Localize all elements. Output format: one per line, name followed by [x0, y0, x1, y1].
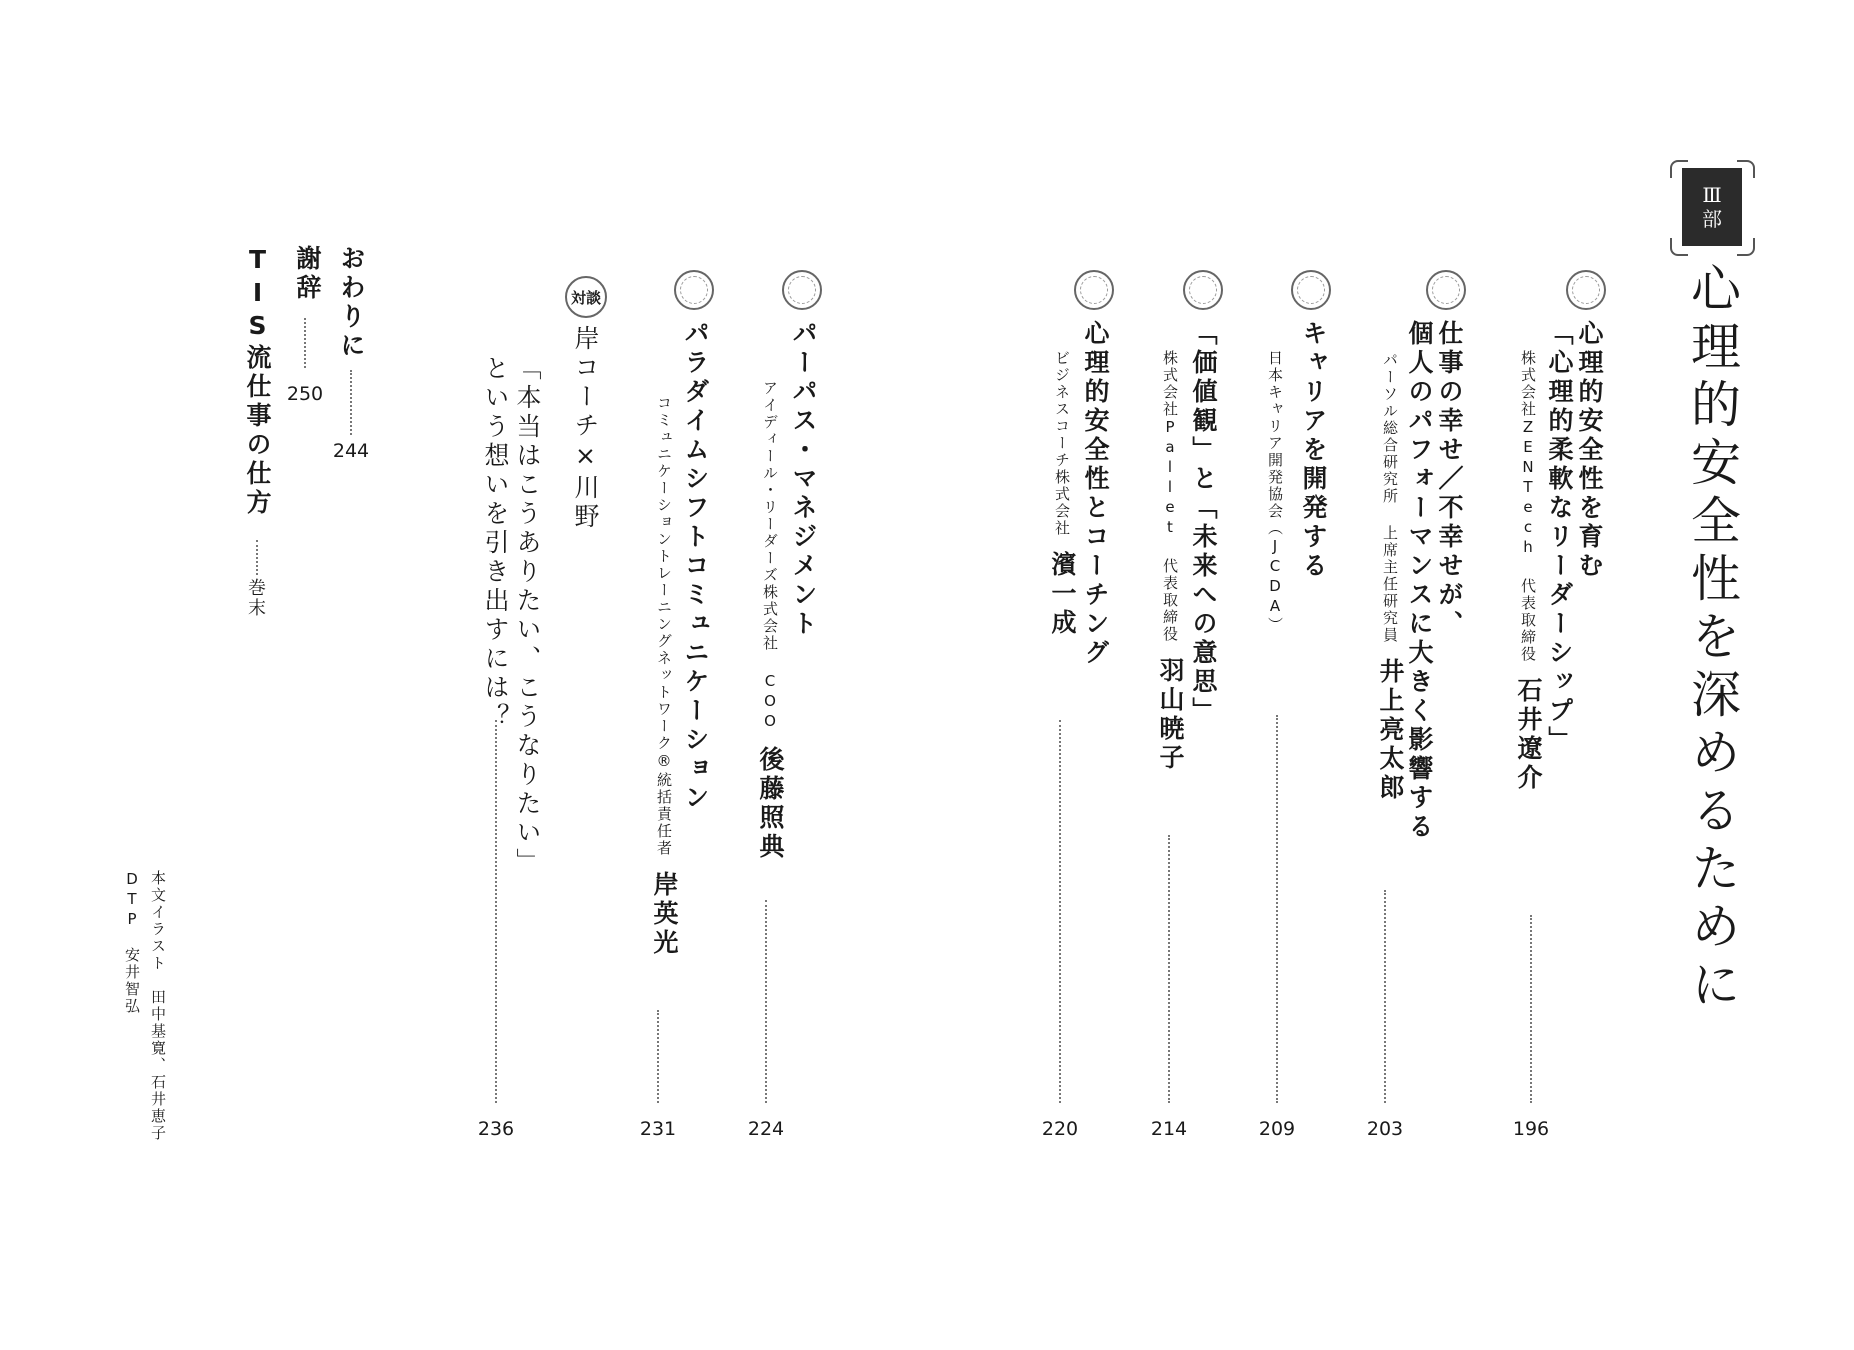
leader-dots — [1168, 835, 1170, 1103]
dialogue-title-line: という想いを引き出すには？ — [481, 355, 510, 732]
flower-ornament-icon — [1183, 270, 1223, 310]
leader-dots — [657, 1010, 659, 1103]
chapter-credit — [752, 380, 788, 862]
leader-dots — [495, 720, 497, 1103]
chapter-affiliation: 株式会社Pallet 代表取締役 — [1161, 350, 1179, 643]
credit-line: DTP 安井智弘 — [123, 870, 141, 1015]
leader-dots — [304, 318, 306, 368]
dialogue-title-line: 「本当はこうありたい、こうなりたい」 — [513, 355, 542, 877]
page-number: 209 — [1258, 1118, 1296, 1140]
chapter-affiliation: 株式会社ZENTech 代表取締役 — [1519, 350, 1537, 663]
page-number: 203 — [1366, 1118, 1404, 1140]
chapter-title-line: 「価値観」と「未来への意思」 — [1189, 320, 1218, 726]
page-number: 196 — [1512, 1118, 1550, 1140]
page-number: 231 — [639, 1118, 677, 1140]
page-number: 巻末 — [245, 578, 266, 618]
chapter-author: 後藤照典 — [756, 746, 785, 862]
chapter-title-line: キャリアを開発する — [1299, 320, 1328, 581]
part-title: 心理的安全性を深めるために — [1683, 262, 1741, 1016]
chapter-author: 濱一成 — [1048, 551, 1077, 638]
chapter-title-line: 個人のパフォーマンスに大きく影響する — [1405, 320, 1434, 842]
flower-ornament-icon — [782, 270, 822, 310]
flower-ornament-icon — [1291, 270, 1331, 310]
flower-ornament-icon — [674, 270, 714, 310]
section-title: 謝辞 — [293, 245, 322, 303]
dialogue-badge: 対談 — [565, 276, 607, 318]
chapter-title-line: パラダイムシフトコミュニケーション — [681, 320, 710, 813]
chapter-credit — [1044, 350, 1080, 638]
chapter-credit — [646, 395, 682, 958]
page-number: 236 — [477, 1118, 515, 1140]
leader-dots — [256, 540, 258, 575]
page-number: 244 — [332, 440, 370, 462]
chapter-title-line: パーパス・マネジメント — [789, 320, 818, 639]
leader-dots — [1530, 915, 1532, 1103]
leader-dots — [765, 900, 767, 1103]
part-label: 部 — [1702, 207, 1722, 231]
section-title: TIS流仕事の仕方 — [243, 245, 272, 518]
part-number: Ⅲ — [1702, 183, 1722, 207]
dialogue-heading: 岸コーチ×川野 — [571, 325, 600, 532]
chapter-title-line: 「心理的柔軟なリーダーシップ」 — [1545, 320, 1574, 755]
chapter-author: 石井遼介 — [1514, 677, 1543, 793]
credit-line: 本文イラスト 田中基寛、石井恵子 — [149, 870, 167, 1142]
chapter-title-line: 心理的安全性を育む — [1575, 320, 1604, 581]
leader-dots — [1059, 720, 1061, 1103]
page-number: 224 — [747, 1118, 785, 1140]
leader-dots — [1276, 715, 1278, 1103]
chapter-author: 羽山暁子 — [1156, 657, 1185, 773]
chapter-affiliation: コミュニケーショントレーニングネットワーク®統括責任者 — [655, 395, 673, 857]
chapter-credit — [1510, 350, 1546, 793]
flower-ornament-icon — [1566, 270, 1606, 310]
page-number: 220 — [1041, 1118, 1079, 1140]
chapter-affiliation: パーソル総合研究所 上席主任研究員 — [1381, 352, 1399, 644]
page-number: 250 — [286, 383, 324, 405]
chapter-author: 井上亮太郎 — [1376, 658, 1405, 803]
flower-ornament-icon — [1074, 270, 1114, 310]
leader-dots — [1384, 890, 1386, 1103]
page-number: 214 — [1150, 1118, 1188, 1140]
section-title: おわりに — [337, 245, 366, 361]
chapter-affiliation: ビジネスコーチ株式会社 — [1053, 350, 1071, 537]
chapter-affiliation: 日本キャリア開発協会（JCDA） — [1266, 350, 1284, 634]
chapter-affiliation: アイディール・リーダーズ株式会社 COO — [761, 380, 779, 732]
chapter-author: 岸英光 — [650, 871, 679, 958]
part-badge — [1682, 168, 1742, 246]
flower-ornament-icon — [1426, 270, 1466, 310]
leader-dots — [350, 370, 352, 435]
chapter-credit — [1152, 350, 1188, 773]
chapter-credit — [1372, 352, 1408, 803]
chapter-title-line: 仕事の幸せ／不幸せが、 — [1435, 320, 1464, 639]
chapter-title-line: 心理的安全性とコーチング — [1081, 320, 1110, 668]
